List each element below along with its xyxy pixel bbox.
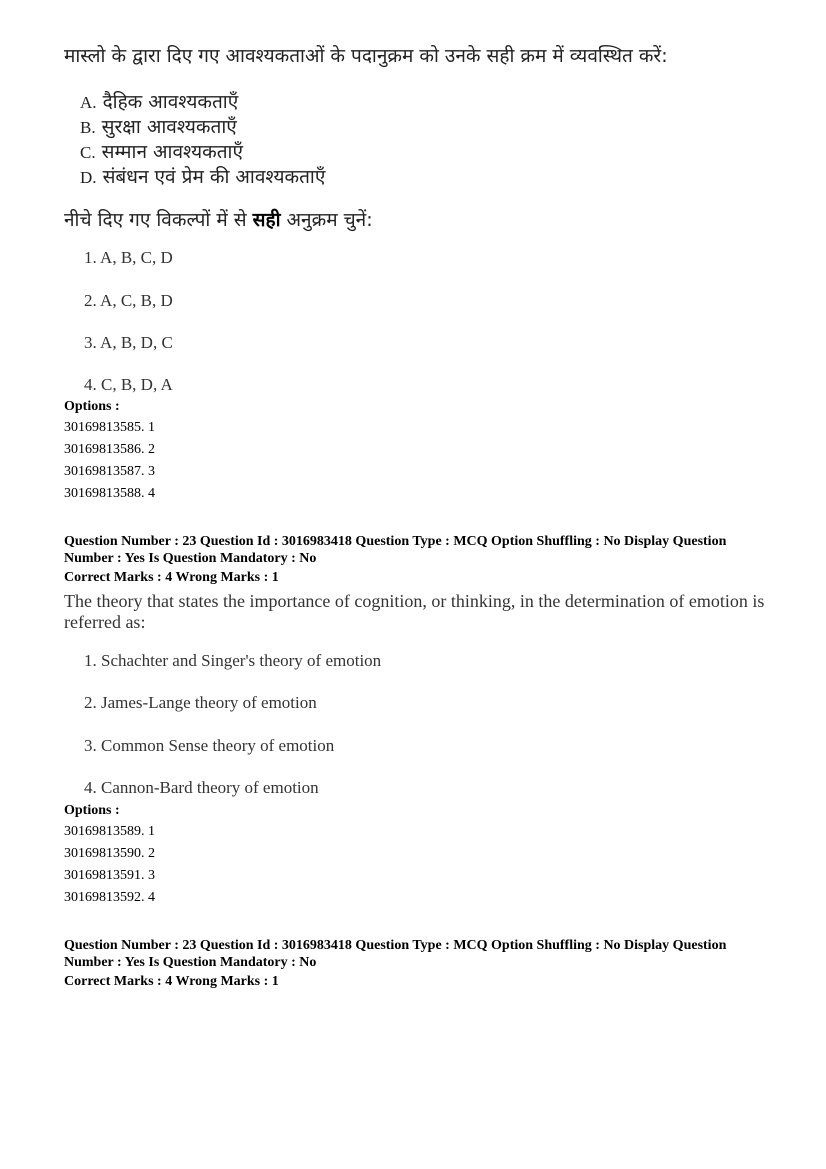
statement-item-c — [80, 138, 243, 164]
option-id-2: 30169813590. 2 — [64, 846, 155, 861]
answer-choice-4: 4. Cannon-Bard theory of emotion — [84, 778, 319, 797]
options-label: Options : — [64, 399, 120, 414]
instruction-pre: नीचे दिए गए विकल्पों में से — [64, 209, 253, 231]
option-id-1: 30169813589. 1 — [64, 824, 155, 839]
answer-choice-3: 3. A, B, D, C — [84, 333, 173, 352]
statement-letter: A. — [80, 93, 97, 112]
answer-choice-3: 3. Common Sense theory of emotion — [84, 736, 335, 755]
option-id-1: 30169813585. 1 — [64, 420, 155, 435]
instruction-post: अनुक्रम चुनें: — [280, 209, 373, 231]
statement-item-a — [80, 88, 238, 114]
statement-text: सम्मान आवश्यकताएँ — [101, 141, 243, 163]
statement-item-d — [80, 163, 325, 189]
instruction-text — [64, 206, 373, 232]
statement-item-b — [80, 113, 237, 139]
question-text-line1: The theory that states the importance of cognition, or thinking, in the determination of emotion is — [64, 591, 765, 611]
marks-line: Correct Marks : 4 Wrong Marks : 1 — [64, 570, 279, 585]
question-meta-line1: Question Number : 23 Question Id : 3016983418 Question Type : MCQ Option Shuffling : No Display Question — [64, 534, 727, 549]
question-text-line2: referred as: — [64, 612, 146, 632]
options-label: Options : — [64, 803, 120, 818]
option-id-3: 30169813587. 3 — [64, 464, 155, 479]
question-meta-line2: Number : Yes Is Question Mandatory : No — [64, 551, 317, 566]
option-id-2: 30169813586. 2 — [64, 442, 155, 457]
question-text-hindi: मास्लो के द्वारा दिए गए आवश्यकताओं के पदानुक्रम को उनके सही क्रम में व्यवस्थित करें: — [64, 45, 668, 67]
option-id-4: 30169813592. 4 — [64, 890, 155, 905]
statement-letter: C. — [80, 143, 96, 162]
instruction-emphasis: सही — [252, 209, 281, 231]
answer-choice-1: 1. Schachter and Singer's theory of emotion — [84, 651, 382, 670]
answer-choice-1: 1. A, B, C, D — [84, 248, 173, 267]
statement-letter: B. — [80, 118, 96, 137]
statement-text: दैहिक आवश्यकताएँ — [102, 91, 239, 113]
option-id-4: 30169813588. 4 — [64, 486, 155, 501]
answer-choice-4: 4. C, B, D, A — [84, 375, 173, 394]
question-meta-line2: Number : Yes Is Question Mandatory : No — [64, 955, 317, 970]
statement-text: संबंधन एवं प्रेम की आवश्यकताएँ — [102, 166, 326, 188]
statement-text: सुरक्षा आवश्यकताएँ — [101, 116, 237, 138]
question-meta-line1: Question Number : 23 Question Id : 3016983418 Question Type : MCQ Option Shuffling : No Display Question — [64, 938, 727, 953]
marks-line: Correct Marks : 4 Wrong Marks : 1 — [64, 974, 279, 989]
statement-letter: D. — [80, 168, 97, 187]
answer-choice-2: 2. James-Lange theory of emotion — [84, 693, 317, 712]
answer-choice-2: 2. A, C, B, D — [84, 291, 173, 310]
option-id-3: 30169813591. 3 — [64, 868, 155, 883]
